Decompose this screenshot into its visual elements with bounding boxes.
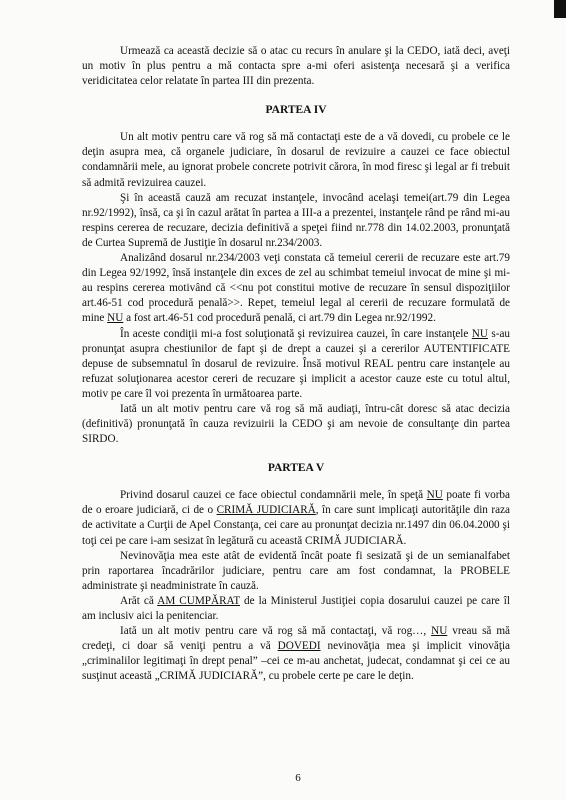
paragraph-part5-4 (82, 624, 510, 684)
heading-part-iv: PARTEA IV (265, 104, 327, 117)
scan-edge-mark (554, 0, 566, 18)
text-segment: vreau să mă credeţi, ci doar să veniţi pentru a vă (82, 625, 511, 653)
text-segment: În aceste condiţii mi-a fost soluţionată şi revizuirea cauzei, în care instanţele (120, 327, 469, 340)
text-segment: , în care sunt implicaţi autorităţile din raza de activitate a Curţii de Apel Constanţa, cei care au pronunţat decizia nr.1497 din 06.04.2000 şi toţi cei pe care i-am sesizat în legătură cu această CRIMĂ JUDICIARĂ. (82, 504, 511, 547)
text-segment: de la Ministerul Justiţiei copia dosarului cauzei pe care îl am inclusiv aici la penitenciar. (82, 594, 511, 622)
text-segment: Arăt că (120, 594, 154, 607)
text-segment: a fost art.46-51 cod procedură penală, ci art.79 din Legea nr.92/1992. (126, 312, 436, 325)
underlined-nu: NU (471, 327, 488, 340)
paragraph-part4-5: Iată un alt motiv pentru care vă rog să mă audiaţi, întru-cât doresc să atac decizia (definitivă) pronunţată în cauza revizuirii la CEDO şi am nevoie de consultanţe din partea SIRDO. (82, 402, 510, 446)
page-number: 6 (295, 772, 301, 784)
text-segment: Privind dosarul cauzei ce face obiectul condamnării mele, în speţă (120, 489, 424, 502)
text-segment: poate fi vorba de o eroare judiciară, ci de o (82, 489, 510, 517)
paragraph-part4-1: Un alt motiv pentru care vă rog să mă contactaţi este de a vă dovedi, cu probele ce le deţin asupra mea, că organele judiciare, în dosarul de revizuire a cauzei ce face obiectul condamnării mele, au ignorat probele concrete potrivit cărora, în mod firesc şi legal ar fi trebuit să admită revizuirea cauzei. (82, 131, 510, 189)
paragraph-intro: Urmează ca această decizie să o atac cu recurs în anulare şi la CEDO, iată deci, aveţi un motiv în plus pentru a mă contacta spre a-mi oferi asistenţa necesară şi a verifica veridicitatea celor relatate în partea III din prezenta. (82, 45, 510, 88)
underlined-dovedi: DOVEDI (277, 640, 321, 653)
paragraph-part4-2: Şi în această cauză am recuzat instanţele, invocând acelaşi temei(art.79 din Legea nr.92/1992), însă, ca şi în cazul arătat în partea a III-a a prezentei, instanţele rând pe rând mi-au respins cererea de recuzare, decizia definitivă a speţei fiind nr.778 din 14.02.2003, pronunţată de Curtea Supremă de Justiţie în dosarul nr.234/2003. (82, 191, 510, 249)
underlined-nu: NU (107, 312, 124, 325)
paragraph-part5-1 (82, 488, 510, 548)
paragraph-part5-2: Nevinovăţia mea este atât de evidentă încât poate fi sesizată şi de un semianalfabet prin raportarea încadrărilor judiciare, pentru care am fost condamnat, la PROBELE administrate şi neadministrate în cauză. (82, 549, 510, 592)
text-segment: nevinovăţia mea şi implicit vinovăţia „criminalilor legitimaţi în drept penal” –cei ce m-au anchetat, judecat, condamnat şi cei ce au susţinut această „CRIMĂ JUDICIARĂ”, cu probele certe pe care le deţin. (82, 640, 511, 683)
paragraph-part4-4 (82, 327, 510, 402)
underlined-nu: NU (426, 489, 443, 502)
text-segment: Analizând dosarul nr.234/2003 veţi constata că temeiul cererii de recuzare este art.79 din Legea 92/1992, însă instanţele din exces de zel au schimbat temeiul invocat de mine şi mi-au respins cererea motivând că <<nu pot constitui motive de recuzare în sensul dispoziţiilor art.46-51 cod procedură penală>>. Repet, temeiul legal al cererii de recuzare formulată de mine (82, 252, 510, 325)
text-segment: Iată un alt motiv pentru care vă rog să mă contactaţi, vă rog…, (120, 625, 427, 638)
underlined-am-cumparat: AM CUMPĂRAT (157, 594, 240, 607)
paragraph-part4-3 (82, 251, 510, 326)
paragraph-part5-3 (82, 594, 510, 624)
underlined-nu: NU (431, 625, 448, 638)
text-segment: s-au pronunţat asupra chestiunilor de fapt şi de drept a cauzei şi a cererilor AUTENTIFICATE depuse de subsemnatul în dosarul de revizuire. Însă motivul REAL pentru care instanţele au refuzat soluţionarea acestor cereri de recuzare şi implicit a acestor cauze este cu totul altul, motiv pe care îl voi prezenta în următoarea parte. (82, 327, 511, 400)
underlined-crima-judiciara: CRIMĂ JUDICIARĂ (216, 504, 316, 517)
heading-part-v: PARTEA V (267, 462, 325, 475)
